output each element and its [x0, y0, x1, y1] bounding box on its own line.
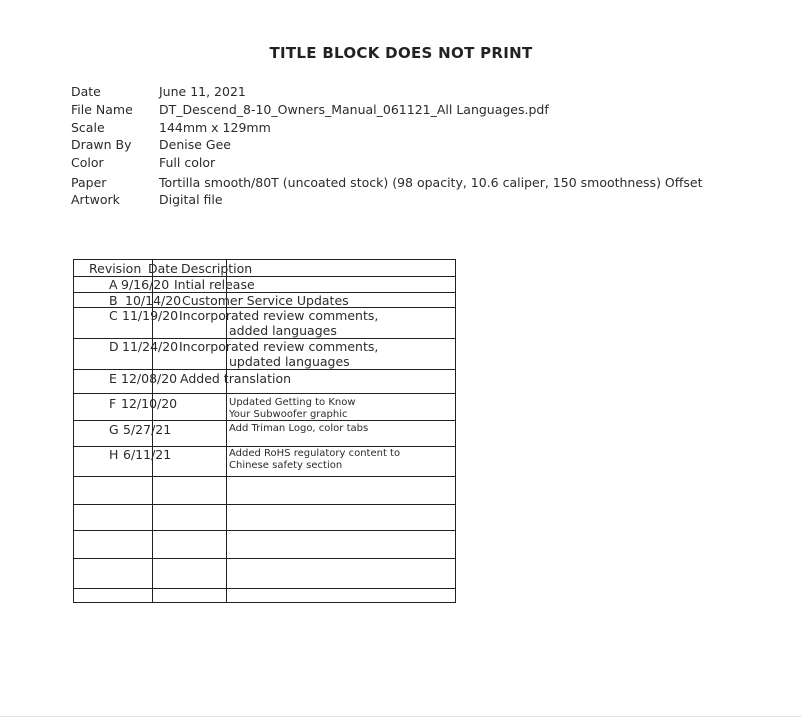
table-divider [74, 558, 455, 559]
revision-date: 5/27/21 [123, 422, 172, 437]
revision-description: Intial release [174, 277, 255, 292]
revision-description: added languages [229, 323, 337, 338]
revision-date: 9/16/20 [121, 277, 170, 292]
revision-letter: E [109, 371, 117, 386]
revision-description: Added translation [180, 371, 292, 386]
column-header-revision: Revision [89, 261, 142, 276]
revision-description: Chinese safety section [229, 460, 343, 471]
revision-date: 12/10/20 [121, 396, 178, 411]
revision-letter: A [109, 277, 118, 292]
revision-date: 11/19/20 [122, 308, 179, 323]
revision-description: Customer Service Updates [182, 293, 349, 308]
table-divider [74, 476, 455, 477]
revision-description: Add Triman Logo, color tabs [229, 423, 369, 434]
revision-date: 11/24/20 [122, 339, 179, 354]
meta-value: June 11, 2021 [159, 84, 246, 99]
table-divider [74, 530, 455, 531]
revision-date: 10/14/20 [125, 293, 182, 308]
meta-value: 144mm x 129mm [159, 120, 271, 135]
table-divider [74, 504, 455, 505]
page-edge-divider [0, 716, 802, 717]
revision-letter: B [109, 293, 118, 308]
meta-value: Digital file [159, 192, 223, 207]
revision-table [73, 259, 456, 603]
revision-letter: D [109, 339, 119, 354]
meta-label: Paper [71, 175, 107, 190]
table-divider [74, 393, 455, 394]
table-divider [74, 588, 455, 589]
revision-letter: C [109, 308, 118, 323]
revision-description: Added RoHS regulatory content to [229, 448, 401, 459]
revision-description: updated languages [229, 354, 350, 369]
revision-letter: G [109, 422, 119, 437]
revision-letter: F [109, 396, 117, 411]
revision-date: 12/08/20 [121, 371, 178, 386]
revision-letter: H [109, 447, 119, 462]
meta-value: Tortilla smooth/80T (uncoated stock) (98 opacity, 10.6 caliper, 150 smoothness) Offset [159, 175, 703, 190]
meta-label: Date [71, 84, 101, 99]
revision-description: Your Subwoofer graphic [229, 409, 348, 420]
meta-value: Full color [159, 155, 216, 170]
revision-date: 6/11/21 [123, 447, 172, 462]
column-header-date: Date [148, 261, 178, 276]
revision-description: Updated Getting to Know [229, 397, 356, 408]
meta-label: Artwork [71, 192, 120, 207]
meta-label: Drawn By [71, 137, 132, 152]
revision-description: Incorporated review comments, [179, 308, 379, 323]
column-header-description: Description [181, 261, 253, 276]
meta-label: File Name [71, 102, 133, 117]
revision-description: Incorporated review comments, [179, 339, 379, 354]
meta-label: Color [71, 155, 104, 170]
table-divider [74, 369, 455, 370]
page-title: TITLE BLOCK DOES NOT PRINT [269, 44, 533, 62]
meta-label: Scale [71, 120, 105, 135]
meta-value: Denise Gee [159, 137, 231, 152]
meta-value: DT_Descend_8-10_Owners_Manual_061121_All Languages.pdf [159, 102, 549, 117]
